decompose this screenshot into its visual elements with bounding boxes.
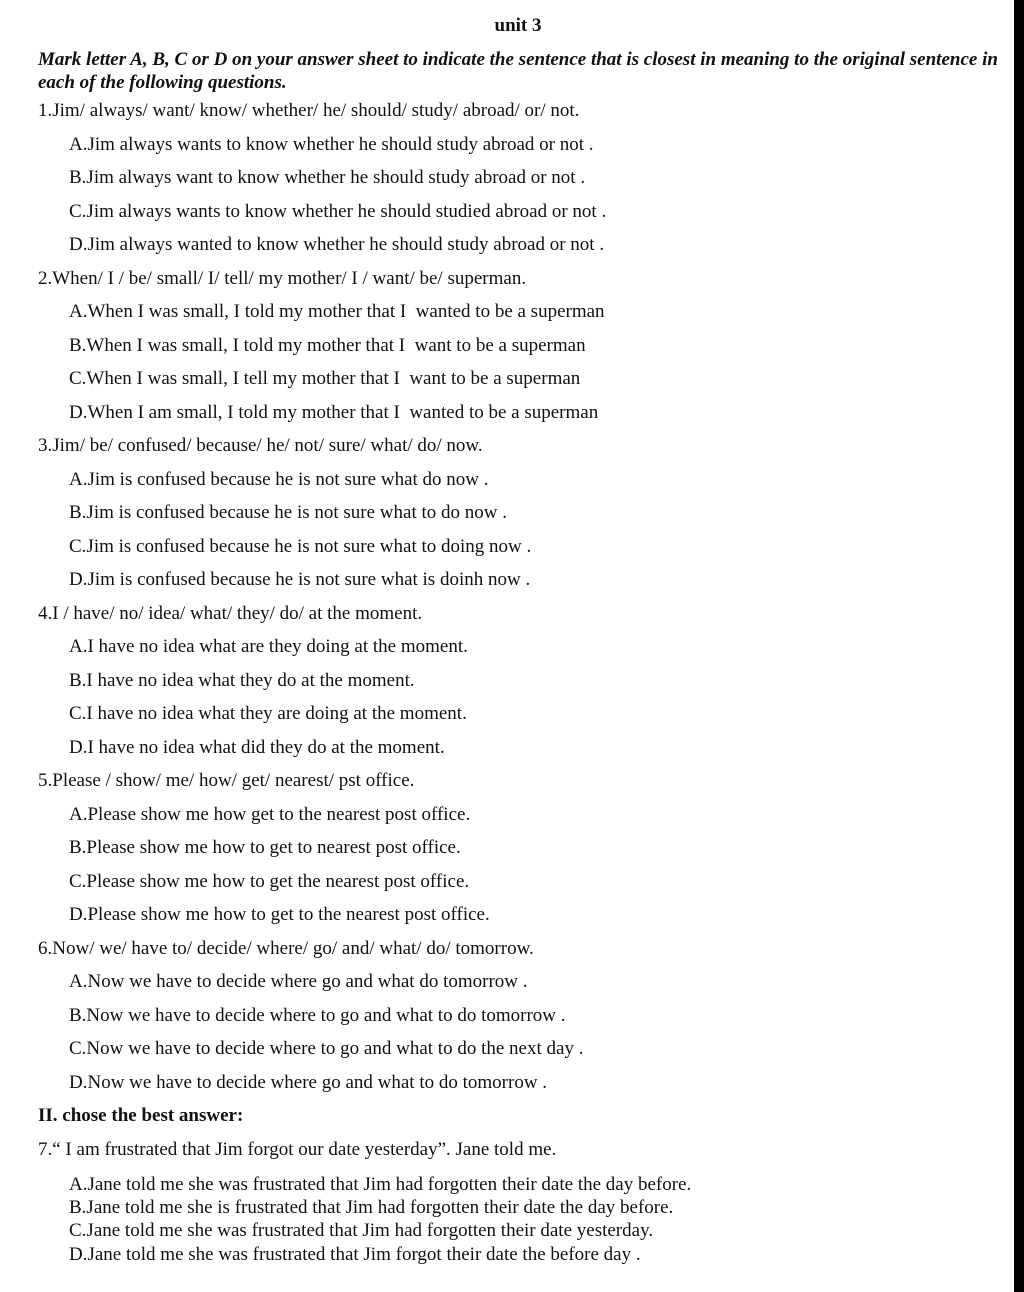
option-c: C.Jim always wants to know whether he should studied abroad or not .: [69, 200, 607, 222]
question-prompt: 1.Jim/ always/ want/ know/ whether/ he/ should/ study/ abroad/ or/ not.: [38, 100, 580, 121]
question-block-5: [38, 764, 998, 932]
option-d: D.Please show me how to get to the nearest post office.: [69, 904, 490, 925]
question-7-options: [38, 1173, 998, 1266]
option-b: B.Jim always want to know whether he should study abroad or not .: [69, 167, 586, 188]
question-prompt: 5.Please / show/ me/ how/ get/ nearest/ pst office.: [38, 770, 415, 791]
option-c: C.I have no idea what they are doing at the moment.: [69, 703, 467, 724]
instructions: Mark letter A, B, C or D on your answer sheet to indicate the sentence that is closest in meaning to the original sentence in each of the following questions.: [38, 49, 998, 93]
option-b: B.Jane told me she is frustrated that Jim had forgotten their date the day before.: [69, 1197, 674, 1219]
option-b: B.When I was small, I told my mother that I want to be a superman: [69, 334, 586, 356]
option-d: D.Now we have to decide where go and what to do tomorrow .: [69, 1071, 548, 1093]
option-d: D.Jane told me she was frustrated that Jim forgot their date the before day .: [69, 1243, 641, 1265]
option-b: B.Jim is confused because he is not sure what to do now .: [69, 502, 507, 523]
section-2: [38, 1099, 998, 1266]
option-a: A.I have no idea what are they doing at the moment.: [69, 636, 468, 657]
option-d: D.Jim is confused because he is not sure what is doinh now .: [69, 569, 531, 590]
question-prompt: 4.I / have/ no/ idea/ what/ they/ do/ at the moment.: [38, 602, 423, 624]
question-block-2: [38, 262, 998, 430]
question-prompt: 7.“ I am frustrated that Jim forgot our date yesterday”. Jane told me.: [38, 1138, 557, 1160]
option-a: A.Jane told me she was frustrated that Jim had forgotten their date the day before.: [69, 1174, 692, 1195]
option-b: B.Please show me how to get to nearest post office.: [69, 837, 461, 858]
page-title: unit 3: [494, 15, 542, 36]
option-d: D.Jim always wanted to know whether he should study abroad or not .: [69, 234, 605, 255]
option-d: D.When I am small, I told my mother that I wanted to be a superman: [69, 401, 599, 423]
question-block-6: [38, 932, 998, 1100]
option-b: B.I have no idea what they do at the moment.: [69, 669, 415, 691]
option-a: A.When I was small, I told my mother that I wanted to be a superman: [69, 301, 605, 322]
worksheet-page: [38, 14, 998, 1266]
option-c: C.Now we have to decide where to go and what to do the next day .: [69, 1038, 584, 1059]
option-a: A.Jim is confused because he is not sure what do now .: [69, 468, 489, 490]
option-c: C.Please show me how to get the nearest post office.: [69, 870, 470, 892]
question-prompt: 3.Jim/ be/ confused/ because/ he/ not/ sure/ what/ do/ now.: [38, 435, 483, 456]
page-edge-bar: [1014, 0, 1024, 1292]
question-prompt: 2.When/ I / be/ small/ I/ tell/ my mother/ I / want/ be/ superman.: [38, 267, 527, 289]
option-a: A.Jim always wants to know whether he should study abroad or not .: [69, 133, 594, 155]
option-b: B.Now we have to decide where to go and what to do tomorrow .: [69, 1004, 566, 1026]
option-d: D.I have no idea what did they do at the moment.: [69, 736, 445, 758]
question-prompt: 6.Now/ we/ have to/ decide/ where/ go/ and/ what/ do/ tomorrow.: [38, 937, 534, 959]
option-c: C.Jane told me she was frustrated that Jim had forgotten their date yesterday.: [69, 1220, 654, 1242]
question-block-4: [38, 597, 998, 765]
section-heading: II. chose the best answer:: [38, 1105, 244, 1126]
option-a: A.Now we have to decide where go and what do tomorrow .: [69, 971, 528, 992]
option-a: A.Please show me how get to the nearest post office.: [69, 803, 471, 825]
question-block-1: [38, 94, 998, 262]
option-c: C.When I was small, I tell my mother that I want to be a superman: [69, 368, 581, 389]
question-block-3: [38, 429, 998, 597]
option-c: C.Jim is confused because he is not sure what to doing now .: [69, 535, 532, 557]
